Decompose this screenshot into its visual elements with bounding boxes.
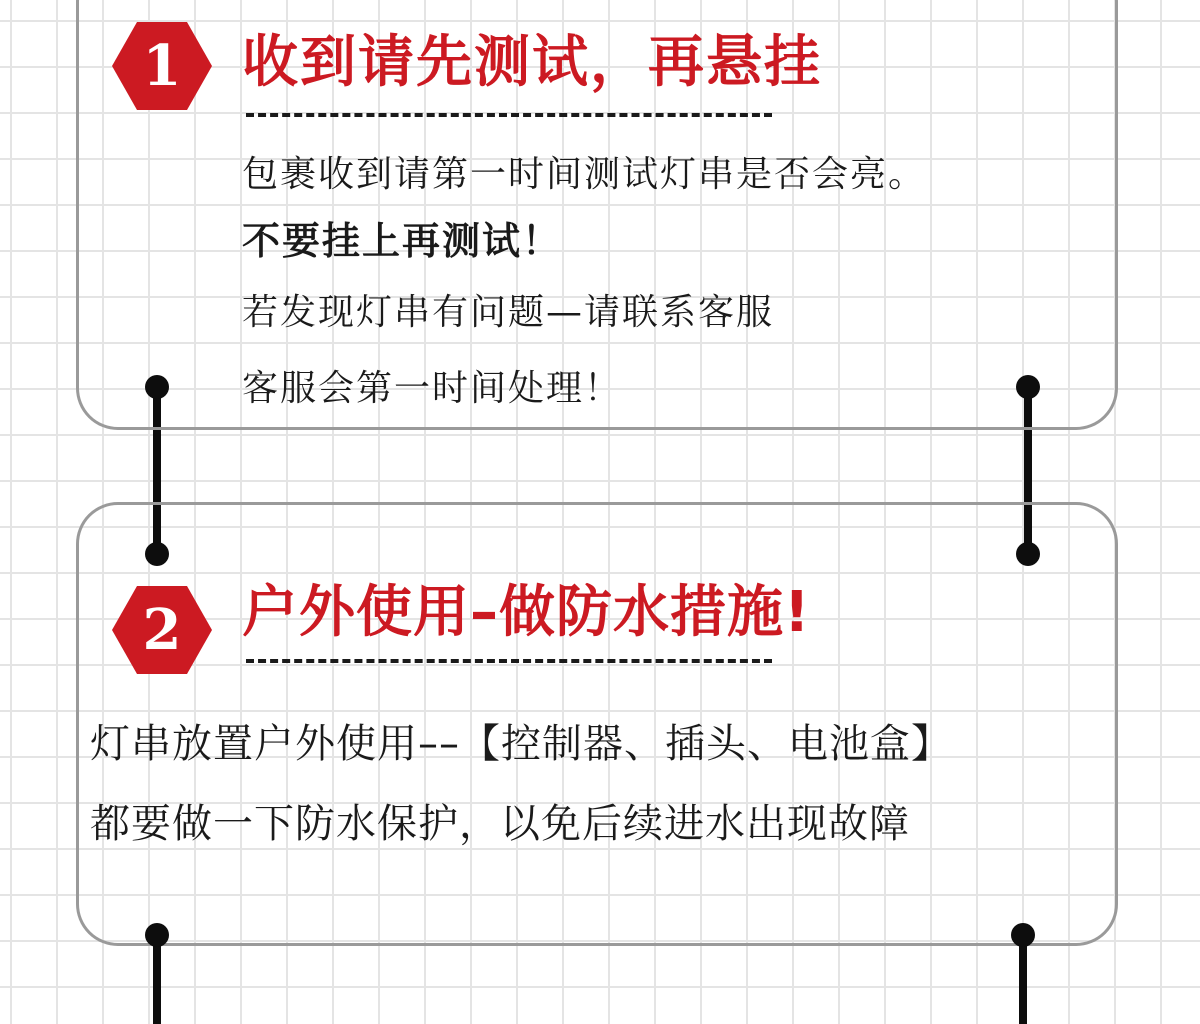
- connector-rod-left-2: [153, 934, 161, 1024]
- instruction-line: 都要做一下防水保护，以免后续进水出现故障: [90, 801, 910, 847]
- instruction-line: 客服会第一时间处理！: [242, 368, 623, 409]
- step-number: 2: [142, 597, 182, 663]
- connector-rod-right-2: [1019, 934, 1027, 1024]
- instruction-line: 若发现灯串有问题—请联系客服: [242, 292, 775, 333]
- instruction-line: 灯串放置户外使用––【控制器、插头、电池盒】: [90, 721, 952, 767]
- step-title: 收到请先测试，再悬挂: [242, 30, 822, 95]
- connector-dot: [145, 923, 169, 947]
- instruction-line-emphasis: 不要挂上再测试！: [242, 219, 563, 263]
- step-number-badge-2: [112, 586, 212, 674]
- connector-dot: [1016, 542, 1040, 566]
- dashed-divider: [246, 113, 772, 117]
- dashed-divider: [246, 659, 772, 663]
- step-number-badge-1: [112, 22, 212, 110]
- connector-dot: [1016, 375, 1040, 399]
- instruction-line: 包裹收到请第一时间测试灯串是否会亮。: [242, 154, 927, 195]
- step-title: 户外使用–做防水措施!: [242, 580, 811, 645]
- connector-dot: [145, 375, 169, 399]
- connector-dot: [145, 542, 169, 566]
- connector-dot: [1011, 923, 1035, 947]
- step-number: 1: [142, 33, 182, 99]
